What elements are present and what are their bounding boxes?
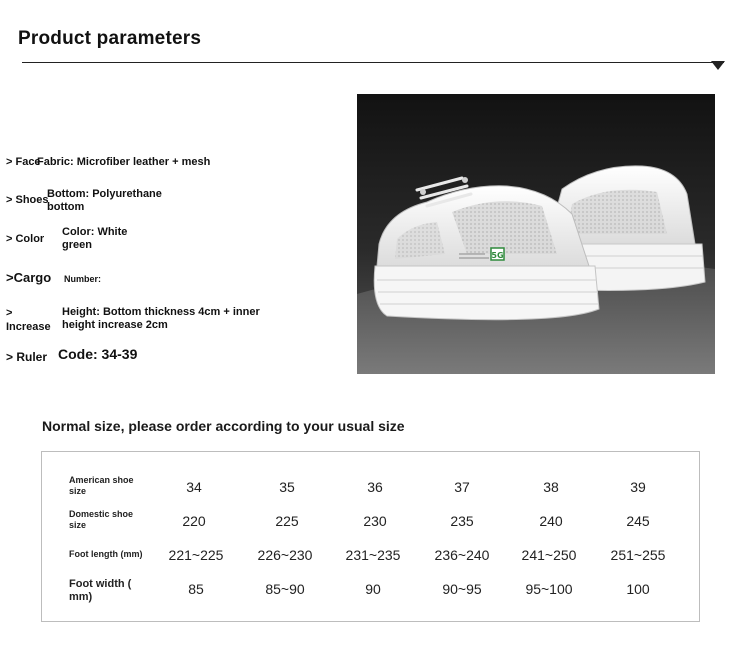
table-cell: 220 — [182, 513, 206, 529]
param-label: > Face — [6, 156, 41, 168]
table-cell: 230 — [363, 513, 387, 529]
table-cell: 236~240 — [434, 547, 490, 563]
table-row — [42, 538, 699, 572]
table-cell: 34 — [186, 479, 202, 495]
table-cell: 100 — [626, 581, 650, 597]
table-cell: 39 — [630, 479, 646, 495]
table-cell: 235 — [450, 513, 474, 529]
table-cell: 85 — [188, 581, 204, 597]
table-cell: 240 — [539, 513, 563, 529]
table-cell: 37 — [454, 479, 470, 495]
param-value: Height: Bottom thickness 4cm + inner height increase 2cm — [62, 306, 260, 331]
table-cell: 225 — [275, 513, 299, 529]
table-cell: 241~250 — [521, 547, 577, 563]
shoe-badge: 5G — [491, 251, 504, 260]
table-cell: 38 — [543, 479, 559, 495]
row-header: Foot width ( mm) — [69, 578, 132, 603]
table-cell: 226~230 — [257, 547, 313, 563]
table-cell: 231~235 — [345, 547, 401, 563]
table-cell: 35 — [279, 479, 295, 495]
param-label: > Color — [6, 233, 45, 245]
sneaker-illustration — [357, 94, 715, 374]
row-header: Foot length (mm) — [69, 549, 143, 559]
table-row — [42, 504, 699, 538]
table-cell: 36 — [367, 479, 383, 495]
table-row — [42, 470, 699, 504]
size-note: Normal size, please order according to your usual size — [42, 418, 405, 434]
param-value: Color: White green — [62, 226, 128, 251]
table-cell: 85~90 — [265, 581, 305, 597]
table-cell: 95~100 — [525, 581, 573, 597]
param-label: > Ruler — [6, 350, 48, 364]
param-value: Fabric: Microfiber leather + mesh — [37, 156, 211, 168]
row-header: Domestic shoe size — [69, 509, 134, 530]
header-divider — [22, 62, 724, 63]
param-label: > Shoes — [6, 194, 49, 206]
param-label: > Increase — [6, 307, 51, 333]
table-row — [42, 572, 699, 606]
table-cell: 90 — [365, 581, 381, 597]
size-table — [41, 451, 700, 622]
table-cell: 221~225 — [168, 547, 224, 563]
product-photo — [357, 94, 715, 374]
page-title: Product parameters — [18, 28, 202, 49]
table-cell: 251~255 — [610, 547, 666, 563]
table-cell: 90~95 — [442, 581, 482, 597]
table-cell: 245 — [626, 513, 650, 529]
triangle-down-icon — [711, 61, 725, 70]
param-value: Bottom: Polyurethane bottom — [47, 188, 162, 213]
param-label: >Cargo — [6, 270, 52, 285]
param-value: Code: 34-39 — [58, 346, 138, 362]
row-header: American shoe size — [69, 475, 134, 496]
param-value: Number: — [64, 274, 102, 284]
